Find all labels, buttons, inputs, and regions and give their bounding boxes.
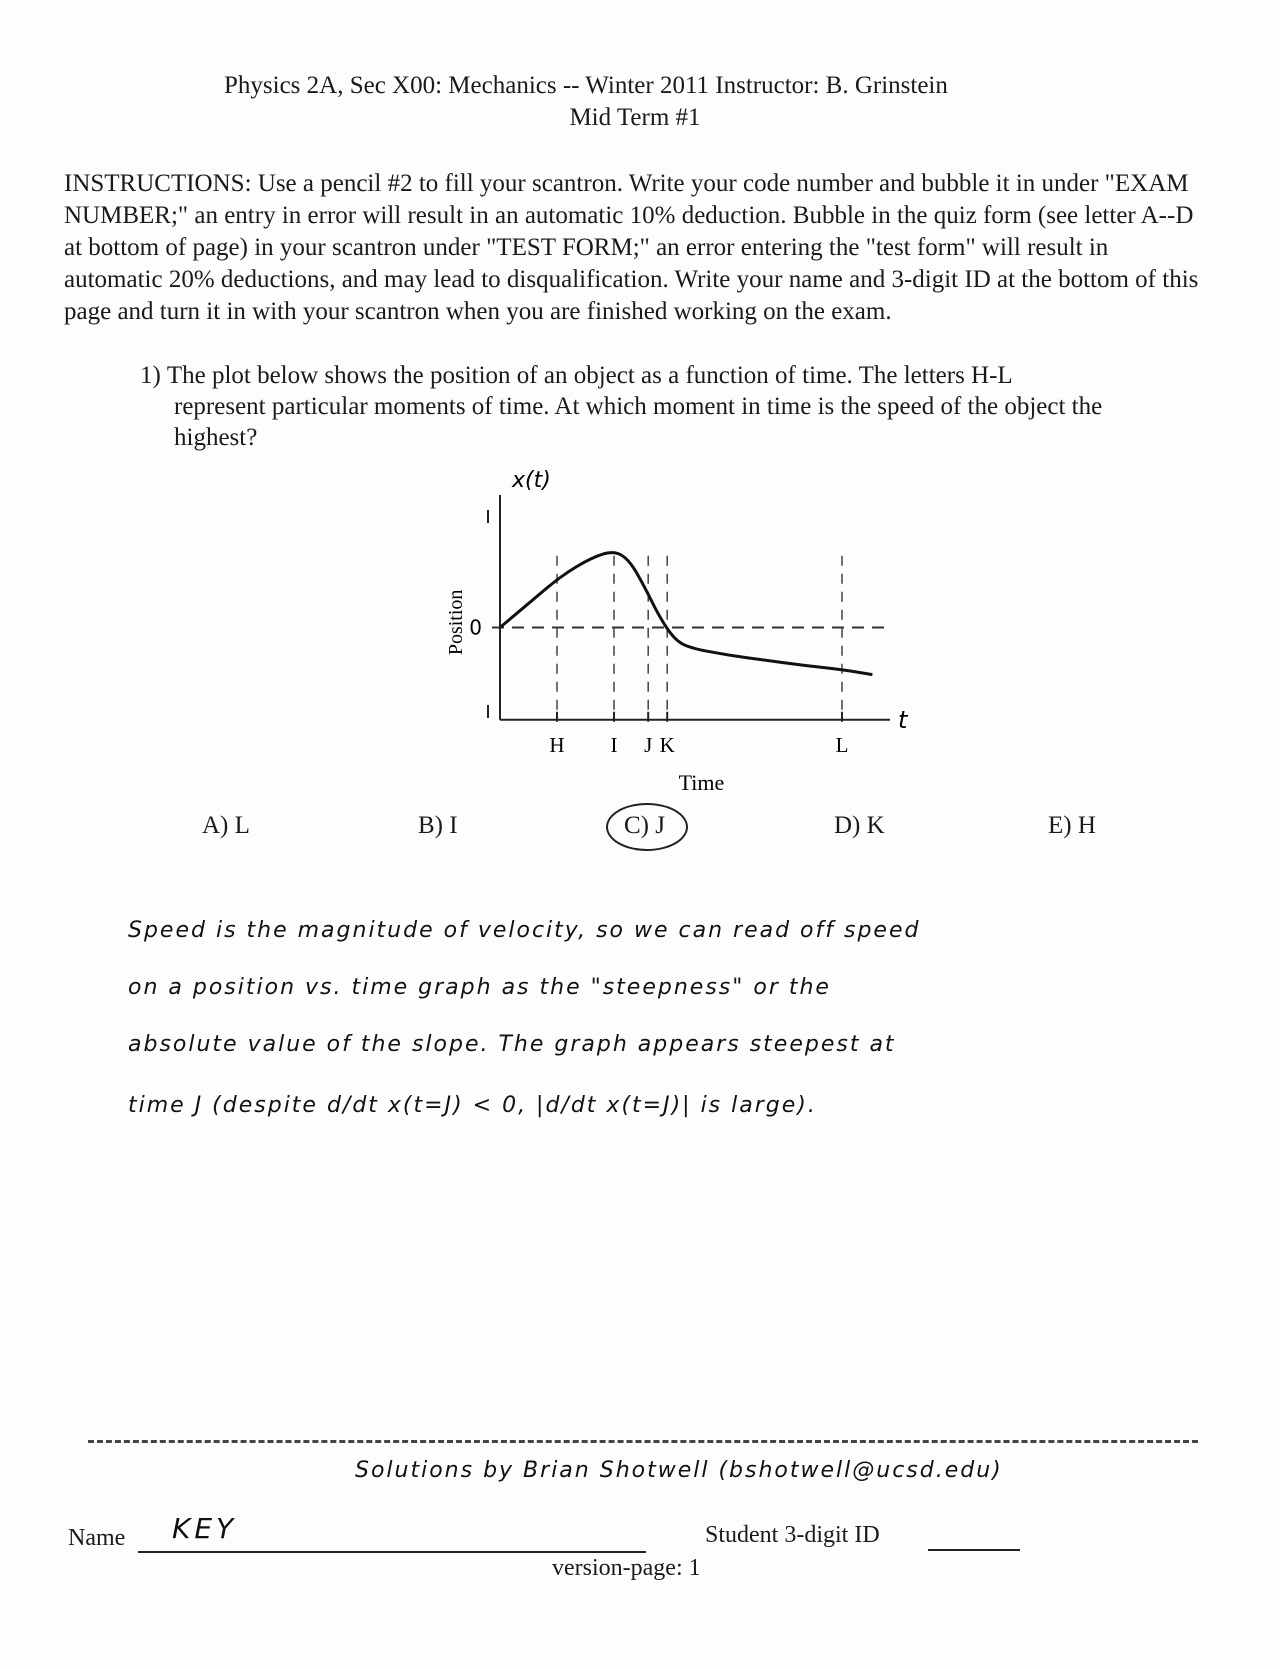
student-id-line[interactable] <box>928 1549 1020 1551</box>
cut-line <box>88 1440 1198 1443</box>
student-id-label: Student 3-digit ID <box>705 1522 880 1548</box>
position-curve <box>500 553 872 675</box>
answer-c[interactable]: C) J <box>624 812 665 839</box>
exam-header: Physics 2A, Sec X00: Mechanics -- Winter 2011 Instructor: B. Grinstein <box>224 72 948 99</box>
marker-label-l: L <box>835 732 849 757</box>
name-value[interactable]: KEY <box>172 1512 238 1545</box>
version-page: version-page: 1 <box>552 1555 701 1581</box>
name-label: Name <box>68 1525 126 1551</box>
name-line <box>138 1551 646 1553</box>
solutions-credit: Solutions by Brian Shotwell (bshotwell@ucsd.edu) <box>355 1458 1003 1483</box>
solution-line-1: Speed is the magnitude of velocity, so we can read off speed <box>128 918 921 943</box>
exam-title: Mid Term #1 <box>569 104 701 131</box>
position-time-chart <box>420 465 940 805</box>
x-axis-label: Time <box>678 769 725 795</box>
marker-label-k: K <box>659 732 675 757</box>
instructions: INSTRUCTIONS: Use a pencil #2 to fill your scantron. Write your code number and bubble it in under "EXAM NUMBER;" an entry in error will result in an automatic 10% deduction. Bubble in the quiz form (see letter A--D at bottom of page) in your scantron under "TEST FORM;" an error entering the "test form" will result in automatic 20% deductions, and may lead to disqualification. Write your name and 3-digit ID at the bottom of this page and turn it in with your scantron when you are finished working on the exam. <box>64 170 1199 325</box>
zero-label: 0 <box>469 615 482 640</box>
question-text-first: The plot below shows the position of an object as a function of time. The letters H-L <box>166 362 1013 389</box>
answer-d[interactable]: D) K <box>834 812 885 839</box>
question-text-rest: represent particular moments of time. At which moment in time is the speed of the object the highest? <box>174 393 1103 451</box>
question-number: 1) <box>140 362 161 389</box>
marker-label-h: H <box>549 732 565 757</box>
solution-line-3: absolute value of the slope. The graph appears steepest at <box>128 1032 896 1057</box>
answer-b[interactable]: B) I <box>418 812 458 839</box>
answer-a[interactable]: A) L <box>202 812 250 839</box>
marker-label-i: I <box>610 732 618 757</box>
solution-line-4: time J (despite d/dt x(t=J) < 0, |d/dt x(t=J)| is large). <box>128 1093 817 1118</box>
answer-e[interactable]: E) H <box>1048 812 1096 839</box>
x-axis-handwritten-label: t <box>898 705 908 734</box>
question-1 <box>140 360 1190 453</box>
y-axis-label: Position <box>445 589 467 656</box>
solution-line-2: on a position vs. time graph as the "steepness" or the <box>128 975 831 1000</box>
marker-label-j: J <box>644 732 653 757</box>
y-axis-handwritten-label: x(t) <box>512 468 551 493</box>
